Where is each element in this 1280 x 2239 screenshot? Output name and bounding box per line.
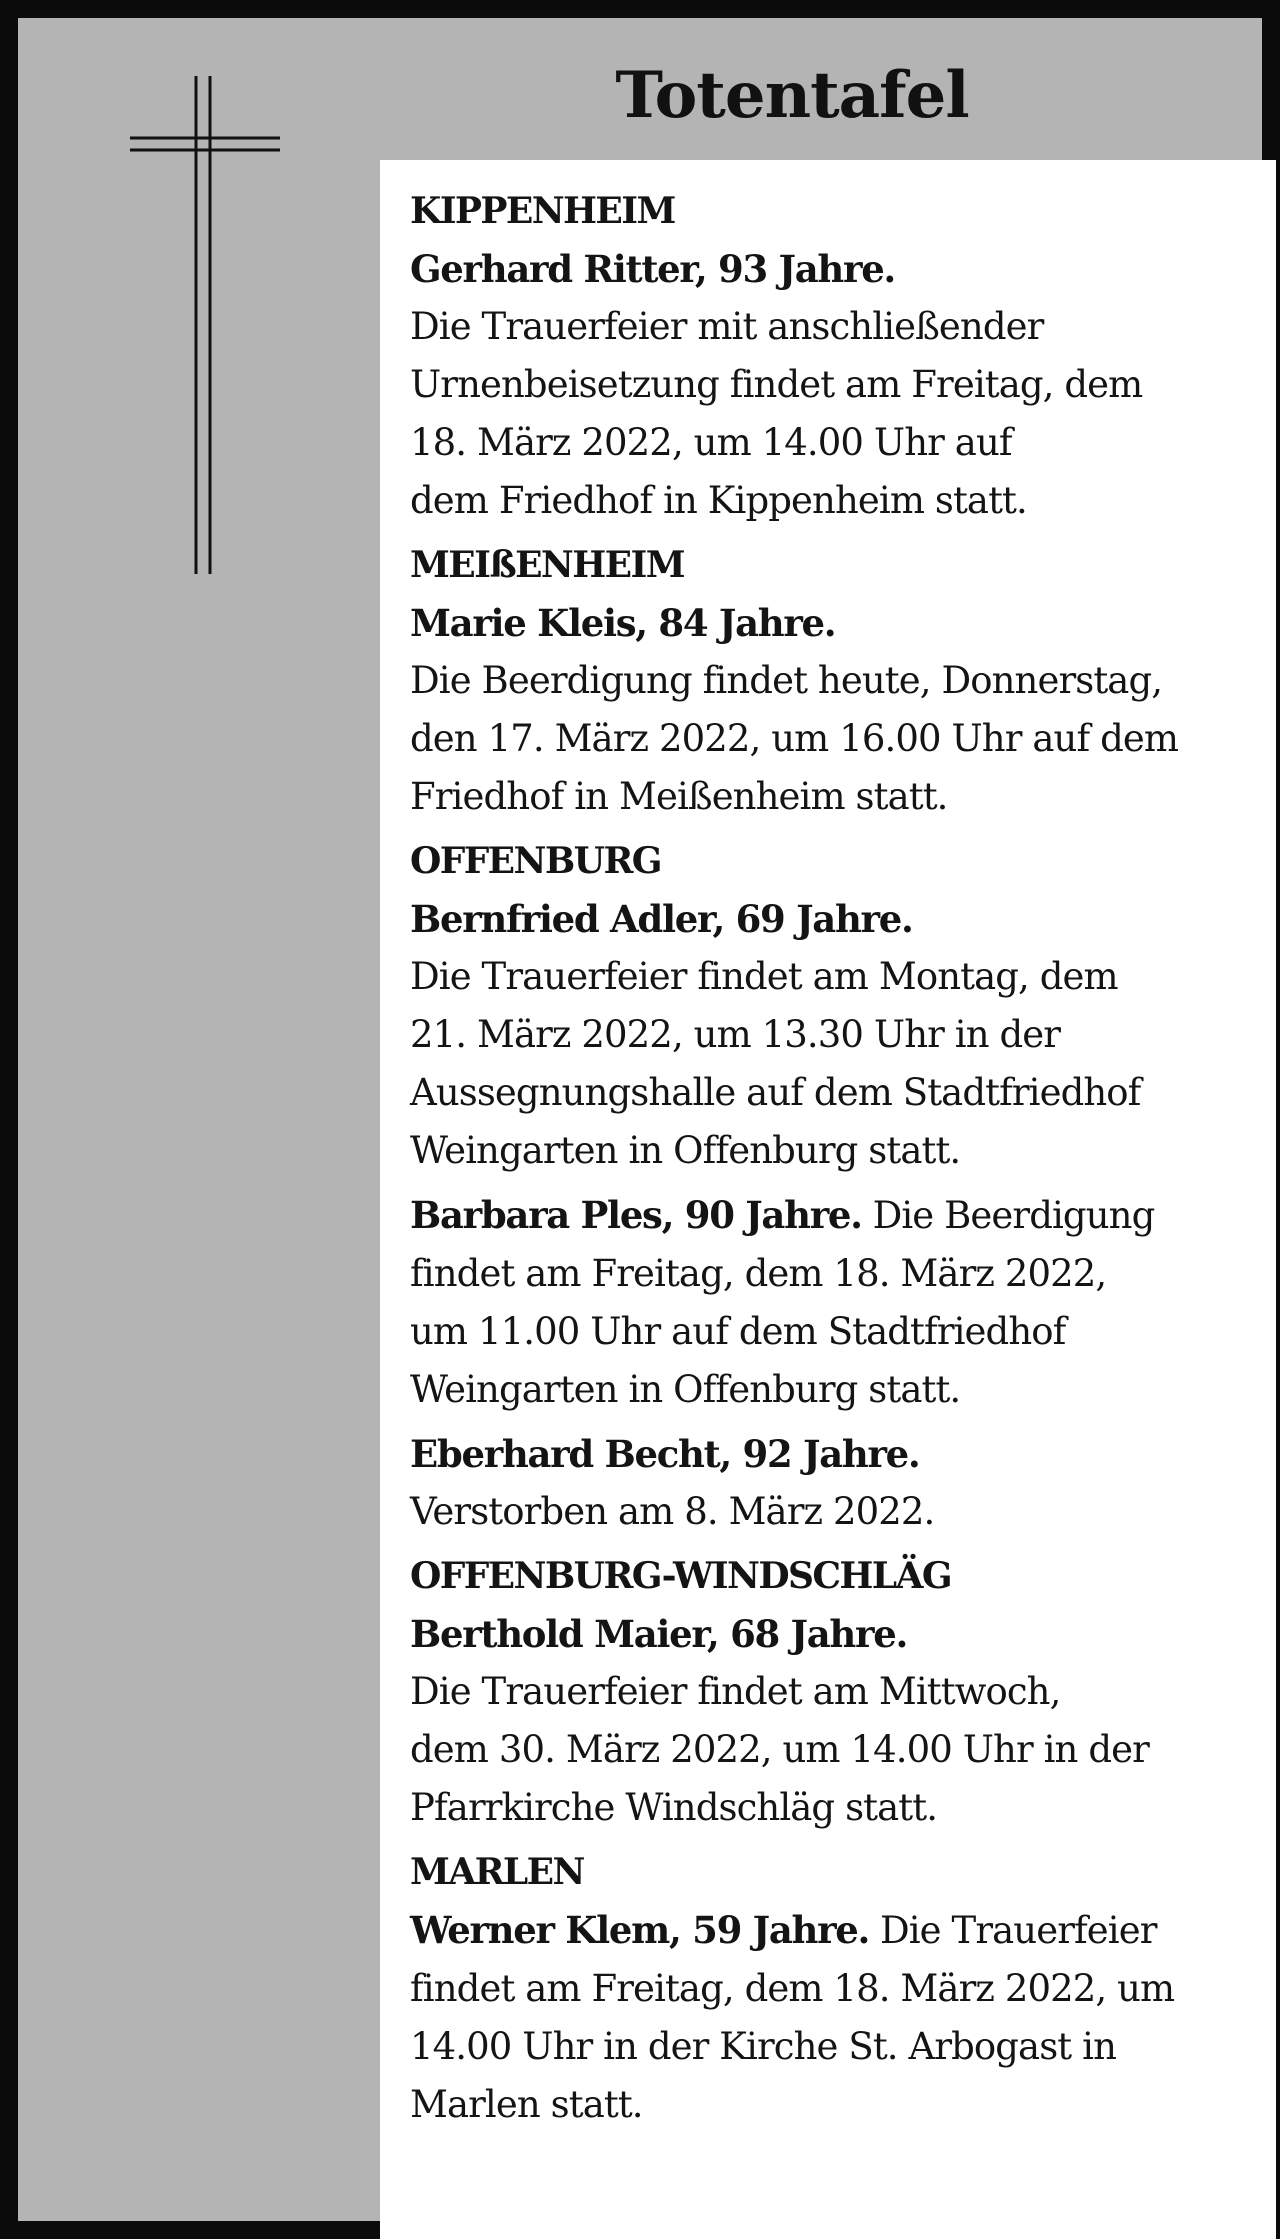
place-heading: MARLEN: [410, 1851, 584, 1893]
notice-text: Die Beerdigung: [861, 1194, 1155, 1237]
notice-line: Die Trauerfeier findet am Mittwoch,: [410, 1670, 1061, 1713]
notice-entry: [410, 1425, 1250, 1541]
deceased-name: Gerhard Ritter, 93 Jahre.: [410, 247, 896, 291]
notice-entry: [410, 832, 1250, 1180]
notice-first-line: [410, 1186, 1250, 1245]
deceased-name: Bernfried Adler, 69 Jahre.: [410, 897, 913, 941]
deceased-name: Eberhard Becht, 92 Jahre.: [410, 1432, 920, 1476]
place-heading: MEIßENHEIM: [410, 544, 684, 586]
place-heading: OFFENBURG: [410, 840, 661, 882]
notice-line: 21. März 2022, um 13.30 Uhr in der: [410, 1013, 1061, 1056]
notice-line: Weingarten in Offenburg statt.: [410, 1129, 961, 1172]
notice-line: Verstorben am 8. März 2022.: [410, 1490, 935, 1533]
notice-entry: [410, 182, 1250, 530]
notice-line: den 17. März 2022, um 16.00 Uhr auf dem: [410, 717, 1179, 760]
notice-entry: [410, 536, 1250, 826]
notice-line: Pfarrkirche Windschläg statt.: [410, 1786, 938, 1829]
notice-line: 18. März 2022, um 14.00 Uhr auf: [410, 421, 1012, 464]
notice-line: um 11.00 Uhr auf dem Stadtfriedhof: [410, 1310, 1066, 1353]
deceased-name: Marie Kleis, 84 Jahre.: [410, 601, 836, 645]
notice-line: dem Friedhof in Kippenheim statt.: [410, 479, 1027, 522]
notice-line: Urnenbeisetzung findet am Freitag, dem: [410, 363, 1143, 406]
place-heading: OFFENBURG-WINDSCHLÄG: [410, 1555, 951, 1597]
notice-panel: [380, 160, 1276, 2239]
notice-line: Weingarten in Offenburg statt.: [410, 1368, 961, 1411]
notice-line: Die Trauerfeier findet am Montag, dem: [410, 955, 1118, 998]
notice-line: Die Beerdigung findet heute, Donnerstag,: [410, 659, 1163, 702]
notice-first-line: [410, 1901, 1250, 1960]
notice-list: [410, 182, 1250, 2140]
notice-line: 14.00 Uhr in der Kirche St. Arbogast in: [410, 2025, 1117, 2068]
notice-line: Marlen statt.: [410, 2083, 643, 2126]
deceased-name: Barbara Ples, 90 Jahre.: [410, 1193, 862, 1237]
notice-entry: [410, 1547, 1250, 1837]
notice-line: findet am Freitag, dem 18. März 2022,: [410, 1252, 1107, 1295]
deceased-name: Berthold Maier, 68 Jahre.: [410, 1612, 908, 1656]
notice-line: findet am Freitag, dem 18. März 2022, um: [410, 1967, 1175, 2010]
cross-icon: [130, 74, 280, 574]
notice-line: Friedhof in Meißenheim statt.: [410, 775, 948, 818]
notice-line: Aussegnungshalle auf dem Stadtfriedhof: [410, 1071, 1141, 1114]
place-heading: KIPPENHEIM: [410, 190, 675, 232]
page-title: Totentafel: [615, 58, 969, 133]
deceased-name: Werner Klem, 59 Jahre.: [410, 1908, 870, 1952]
notice-entry: [410, 1843, 1250, 2134]
notice-text: Die Trauerfeier: [869, 1909, 1157, 1952]
notice-line: Die Trauerfeier mit anschließender: [410, 305, 1044, 348]
notice-entry: [410, 1186, 1250, 1419]
notice-line: dem 30. März 2022, um 14.00 Uhr in der: [410, 1728, 1149, 1771]
